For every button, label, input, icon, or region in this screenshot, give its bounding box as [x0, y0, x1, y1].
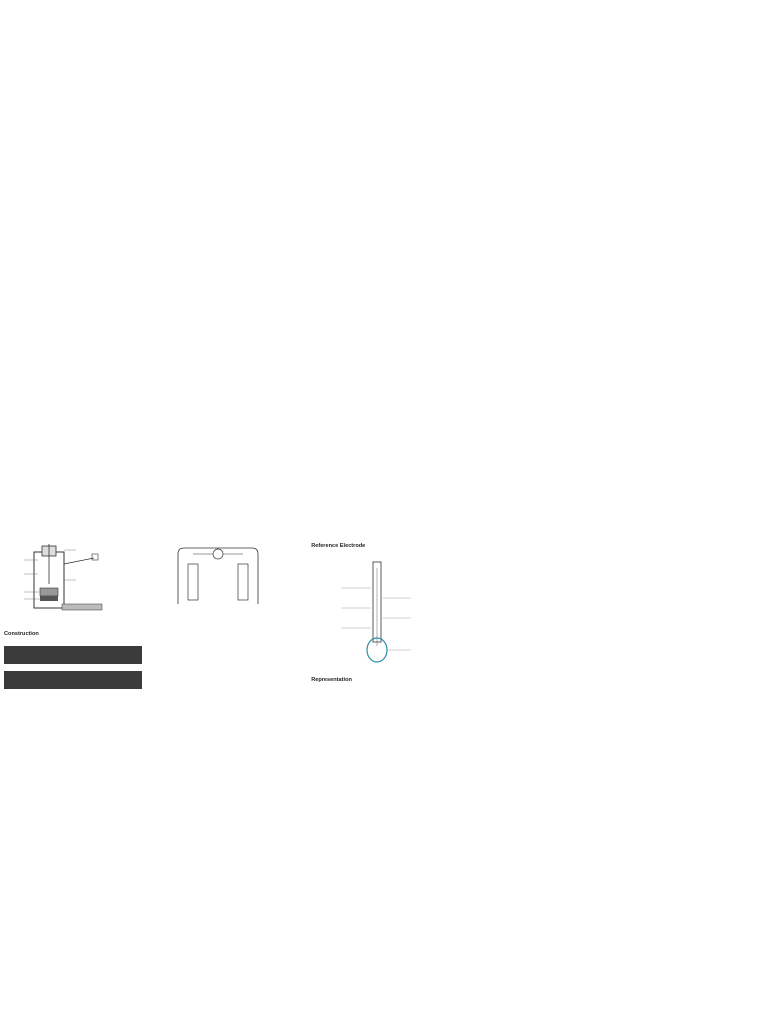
column-9 — [465, 542, 603, 1024]
calomel-electrode-figure — [4, 544, 142, 622]
column-10 — [618, 542, 756, 1024]
column-4 — [465, 0, 603, 530]
column-7 — [158, 542, 296, 1024]
equation-row — [4, 671, 142, 689]
glass-electrode-figure — [311, 558, 449, 668]
representation-heading: Representation — [311, 676, 352, 683]
glass-electrode-diagram — [311, 558, 449, 668]
column-1 — [4, 0, 142, 530]
construction-heading: Construction — [4, 631, 39, 637]
equation-row — [4, 646, 142, 664]
column-5 — [618, 0, 756, 530]
calomel-electrode-diagram — [4, 544, 142, 614]
fluoride-electrode-figure — [158, 544, 296, 614]
column-3 — [311, 0, 449, 530]
fluoride-electrode-diagram — [158, 544, 278, 606]
reference-electrode-heading: Reference Electrode — [311, 543, 366, 549]
column-2 — [158, 0, 296, 530]
column-6 — [4, 542, 142, 1024]
bottom-band — [0, 542, 768, 1024]
column-8 — [311, 542, 449, 1024]
